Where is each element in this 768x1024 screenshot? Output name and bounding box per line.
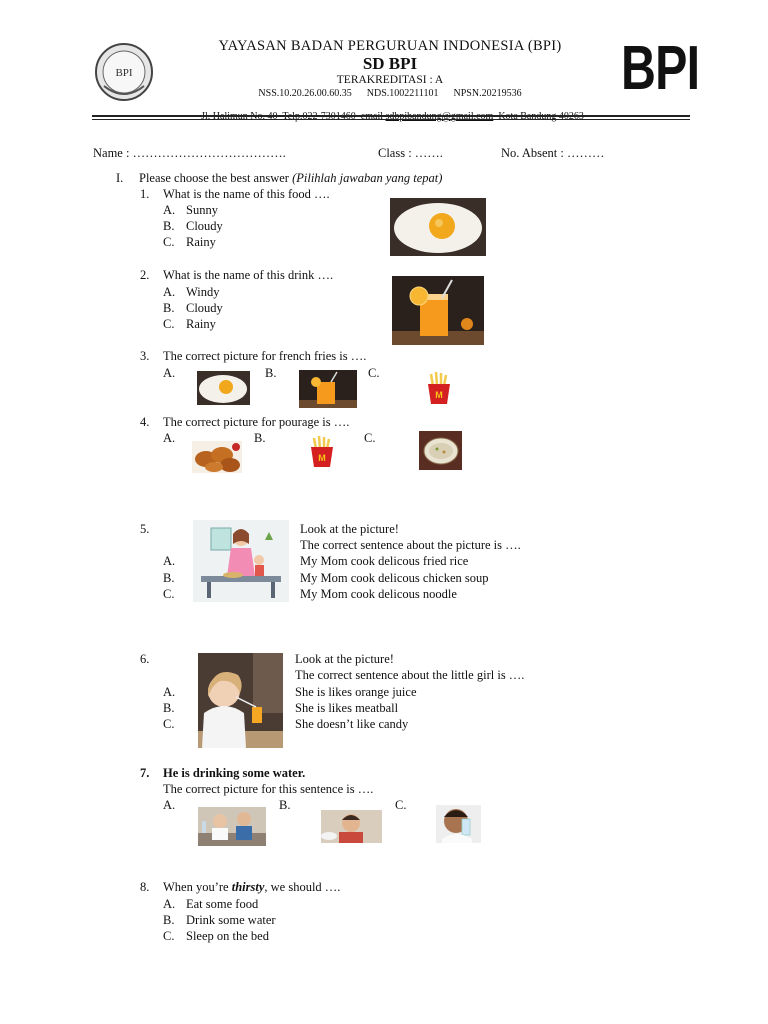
q8-opt-a-letter: A. [163,897,176,911]
q4-opt-a-letter[interactable]: A. [163,431,176,445]
q7-option-a-people-eating-image[interactable] [198,807,266,846]
name-field: Name : ………………………………. [93,146,286,160]
q8-opt-b-text[interactable]: Drink some water [186,913,276,927]
q6-opt-b-letter: B. [163,701,175,715]
class-field: Class : ……. [378,146,443,160]
q4-opt-b-letter[interactable]: B. [254,431,266,445]
q8-text [163,880,340,895]
q3-option-c-french-fries-image[interactable] [422,370,458,407]
q7-option-c-boy-drinking-water-image[interactable] [436,805,481,843]
q6-instruction: Look at the picture! [295,652,394,666]
q4-opt-c-letter[interactable]: C. [364,431,376,445]
instruction-text: Please choose the best answer [139,171,293,185]
instruction-italic: (Pilihlah jawaban yang tepat) [292,171,443,185]
school-seal-logo [94,40,154,104]
q1-opt-a-text[interactable]: Sunny [186,203,218,217]
q1-opt-c-letter: C. [163,235,175,249]
q4-number: 4. [140,415,150,429]
q6-opt-a-letter: A. [163,685,176,699]
bpi-logo: BPI [621,34,700,103]
accreditation: TERAKREDITASI : A [336,74,444,86]
q6-opt-b-text[interactable]: She is likes meatball [295,701,399,715]
q7-option-b-child-eating-image[interactable] [321,810,382,843]
q5-opt-c-text[interactable]: My Mom cook delicous noodle [300,587,457,601]
q3-opt-b-letter[interactable]: B. [265,366,277,380]
q7-opt-a-letter[interactable]: A. [163,798,176,812]
header-rule-thin [92,119,690,120]
q6-question: The correct sentence about the little girl is …. [295,668,525,682]
q1-opt-a-letter: A. [163,203,176,217]
q8-opt-c-text[interactable]: Sleep on the bed [186,929,269,943]
q7-question: The correct picture for this sentence is …. [163,782,374,796]
q2-opt-a-letter: A. [163,285,176,299]
section-number: I. [116,171,124,185]
q3-option-b-orange-juice-image[interactable] [299,370,357,408]
q2-number: 2. [140,268,150,282]
q2-opt-b-letter: B. [163,301,175,315]
absent-field: No. Absent : ……… [501,146,605,160]
q1-text: What is the name of this food …. [163,187,330,201]
header-rule-thick [92,115,690,117]
q4-text: The correct picture for pourage is …. [163,415,350,429]
q5-number: 5. [140,522,150,536]
q8-emphasis: thirsty [231,880,265,894]
q2-text: What is the name of this drink …. [163,268,334,282]
q4-option-c-porridge-image[interactable] [419,431,462,470]
q7-opt-c-letter[interactable]: C. [395,798,407,812]
q3-opt-c-letter[interactable]: C. [368,366,380,380]
fried-egg-photo [390,198,486,256]
q8-text-pre: When you’re [163,880,232,894]
q4-option-a-fried-chicken-image[interactable] [192,441,242,473]
school-name: SD BPI [362,54,418,73]
orange-juice-photo [392,276,484,345]
q2-opt-b-text[interactable]: Cloudy [186,301,223,315]
q8-opt-b-letter: B. [163,913,175,927]
q7-text: He is drinking some water. [163,766,306,780]
section-instruction [139,171,442,186]
seal-text: BPI [115,67,133,79]
q1-opt-b-letter: B. [163,219,175,233]
q2-opt-a-text[interactable]: Windy [186,285,220,299]
q5-opt-b-letter: B. [163,571,175,585]
q6-opt-c-text[interactable]: She doesn’t like candy [295,717,409,731]
q1-opt-b-text[interactable]: Cloudy [186,219,223,233]
q2-opt-c-text[interactable]: Rainy [186,317,216,331]
q1-number: 1. [140,187,150,201]
q3-option-a-fried-egg-image[interactable] [197,371,250,405]
q5-question: The correct sentence about the picture is …. [300,538,521,552]
q6-number: 6. [140,652,150,666]
q3-number: 3. [140,349,150,363]
q8-opt-c-letter: C. [163,929,175,943]
q4-option-b-french-fries-image[interactable] [305,435,341,469]
q2-opt-c-letter: C. [163,317,175,331]
girl-drinking-juice-photo [198,653,283,748]
q5-opt-b-text[interactable]: My Mom cook delicous chicken soup [300,571,489,585]
school-ids: NSS.10.20.26.00.60.35 NDS.1002211101 NPSN.20219536 [258,88,522,99]
svg-text:M: M [318,453,326,463]
q5-instruction: Look at the picture! [300,522,399,536]
q3-text: The correct picture for french fries is …. [163,349,367,363]
svg-text:M: M [435,390,443,400]
mom-cooking-illustration [193,520,289,602]
q5-opt-a-text[interactable]: My Mom cook delicous fried rice [300,554,469,568]
q5-opt-a-letter: A. [163,554,176,568]
q1-opt-c-text[interactable]: Rainy [186,235,216,249]
q3-opt-a-letter[interactable]: A. [163,366,176,380]
q6-opt-c-letter: C. [163,717,175,731]
q7-number: 7. [140,766,150,780]
q7-opt-b-letter[interactable]: B. [279,798,291,812]
q6-opt-a-text[interactable]: She is likes orange juice [295,685,417,699]
q5-opt-c-letter: C. [163,587,175,601]
q8-text-post: , we should …. [264,880,341,894]
q8-opt-a-text[interactable]: Eat some food [186,897,259,911]
foundation-name: YAYASAN BADAN PERGURUAN INDONESIA (BPI) [218,38,562,54]
q8-number: 8. [140,880,150,894]
